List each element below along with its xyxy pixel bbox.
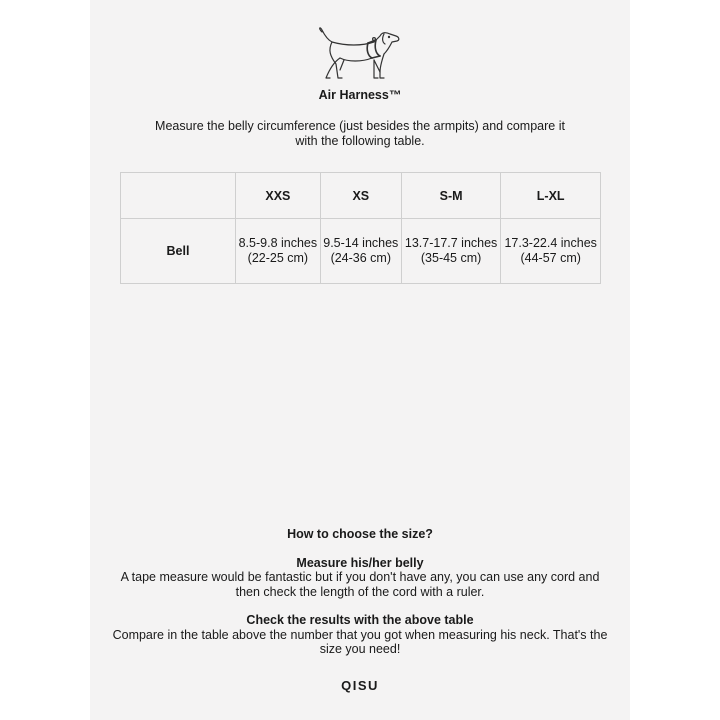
cm-value: (35-45 cm) [420, 251, 482, 265]
size-guide-card [90, 0, 630, 720]
row-label: Bell [121, 219, 236, 284]
step2-title: Check the results with the above table [246, 613, 474, 627]
size-cell-xs [320, 219, 401, 284]
brand-logo: QISU [341, 678, 379, 693]
size-cell-s-m [401, 219, 501, 284]
size-guide-instructions [110, 527, 610, 657]
size-cell-l-xl [501, 219, 601, 284]
size-header-xs: XS [320, 173, 401, 219]
dog-harness-icon [316, 24, 406, 82]
step1-text: A tape measure would be fantastic but if you don't have any, you can use any cord and then check the length of the cord with a ruler. [120, 570, 600, 599]
size-table [120, 172, 601, 284]
cm-value: (24-36 cm) [330, 251, 391, 265]
size-header-xxs: XXS [236, 173, 321, 219]
size-table-header [121, 173, 601, 219]
inches-value: 13.7-17.7 inches [404, 236, 498, 250]
step1-title: Measure his/her belly [296, 555, 424, 570]
table-row [121, 219, 601, 284]
guide-question: How to choose the size? [287, 527, 433, 541]
step2-text: Compare in the table above the number that you got when measuring his neck. That's the size you need! [112, 627, 608, 656]
intro-text: Measure the belly circumference (just besides the armpits) and compare it with the following table. [155, 119, 565, 148]
size-cell-xxs [236, 219, 321, 284]
size-header-s-m: S-M [401, 173, 501, 219]
inches-value: 17.3-22.4 inches [504, 236, 597, 250]
size-header-l-xl: L-XL [501, 173, 601, 219]
product-title: Air Harness™ [318, 88, 402, 102]
inches-value: 8.5-9.8 inches [238, 236, 318, 250]
cm-value: (22-25 cm) [247, 251, 309, 265]
table-corner-cell [121, 173, 236, 219]
inches-value: 9.5-14 inches [323, 236, 399, 250]
cm-value: (44-57 cm) [520, 251, 581, 265]
